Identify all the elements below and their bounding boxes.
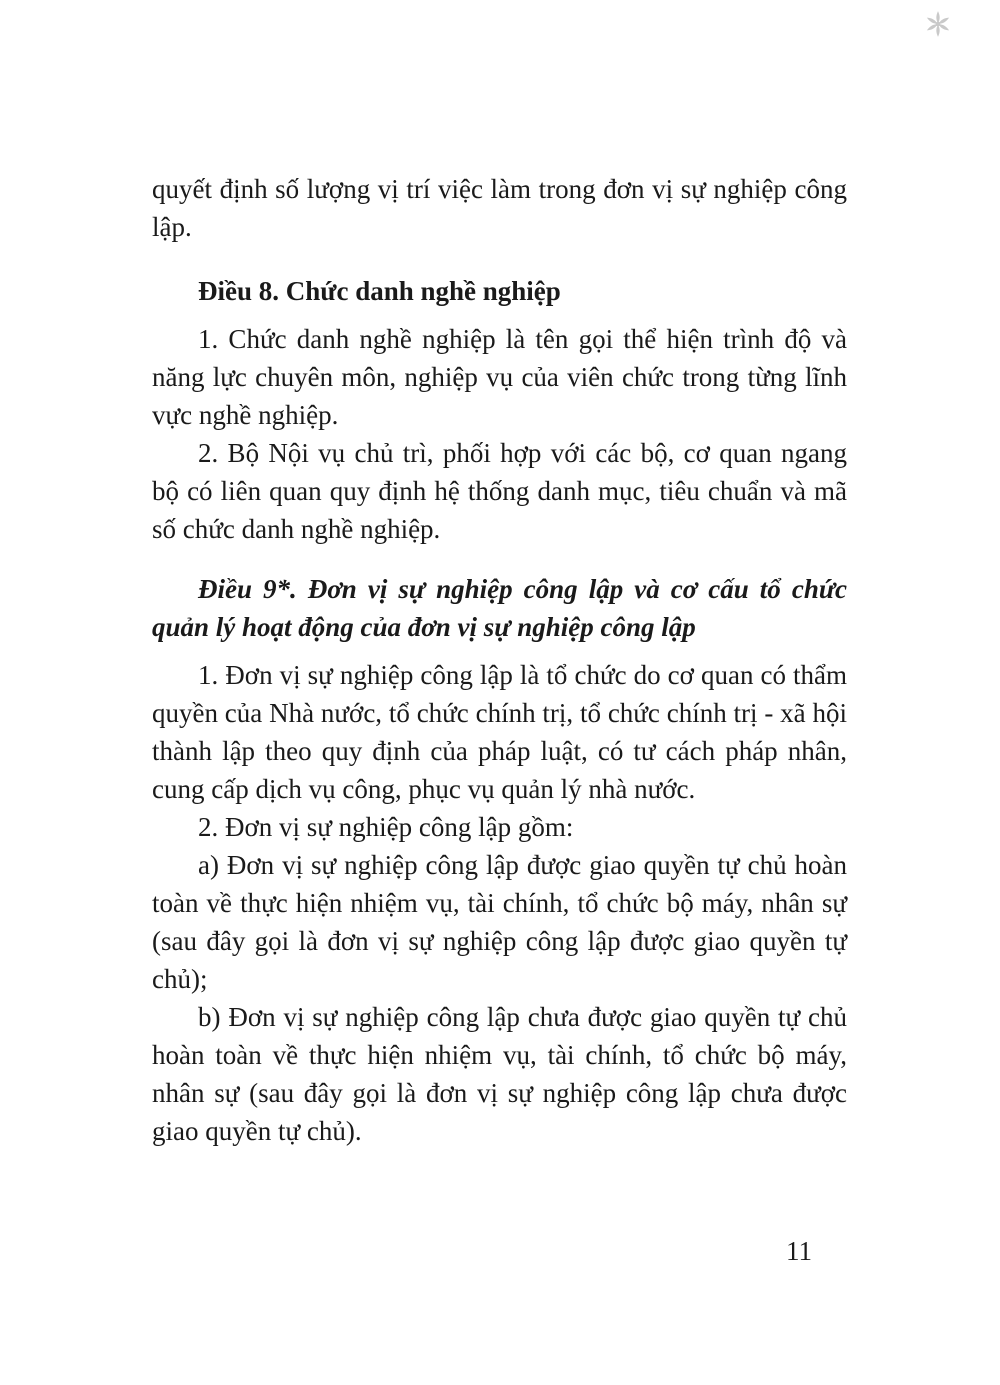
article-9-paragraph-1: 1. Đơn vị sự nghiệp công lập là tổ chức do cơ quan có thẩm quyền của Nhà nước, tổ chức chính trị, tổ chức chính trị - xã hội thành lập theo quy định của pháp luật, có tư cách pháp nhân, cung cấp dịch vụ công, phục vụ quản lý nhà nước. (152, 660, 847, 804)
flower-ornament-icon (924, 10, 952, 38)
article-8-paragraph-1: 1. Chức danh nghề nghiệp là tên gọi thể hiện trình độ và năng lực chuyên môn, nghiệp vụ của viên chức trong từng lĩnh vực nghề nghiệp. (152, 324, 847, 430)
page-number: 11 (786, 1236, 812, 1266)
page-content (152, 170, 847, 1150)
intro-continuation-paragraph: quyết định số lượng vị trí việc làm trong đơn vị sự nghiệp công lập. (152, 174, 847, 242)
article-9-paragraph-2: 2. Đơn vị sự nghiệp công lập gồm: (198, 812, 574, 842)
article-9-heading: Điều 9*. Đơn vị sự nghiệp công lập và cơ cấu tổ chức quản lý hoạt động của đơn vị sự nghiệp công lập (152, 574, 847, 642)
article-9-paragraph-2b: b) Đơn vị sự nghiệp công lập chưa được giao quyền tự chủ hoàn toàn về thực hiện nhiệm vụ, tài chính, tổ chức bộ máy, nhân sự (sau đây gọi là đơn vị sự nghiệp công lập chưa được giao quyền tự chủ). (152, 1002, 847, 1146)
article-9-paragraph-2a: a) Đơn vị sự nghiệp công lập được giao quyền tự chủ hoàn toàn về thực hiện nhiệm vụ, tài chính, tổ chức bộ máy, nhân sự (sau đây gọi là đơn vị sự nghiệp công lập được giao quyền tự chủ); (152, 850, 847, 994)
article-8-heading: Điều 8. Chức danh nghề nghiệp (198, 276, 561, 306)
article-8-paragraph-2: 2. Bộ Nội vụ chủ trì, phối hợp với các bộ, cơ quan ngang bộ có liên quan quy định hệ thống danh mục, tiêu chuẩn và mã số chức danh nghề nghiệp. (152, 438, 847, 544)
